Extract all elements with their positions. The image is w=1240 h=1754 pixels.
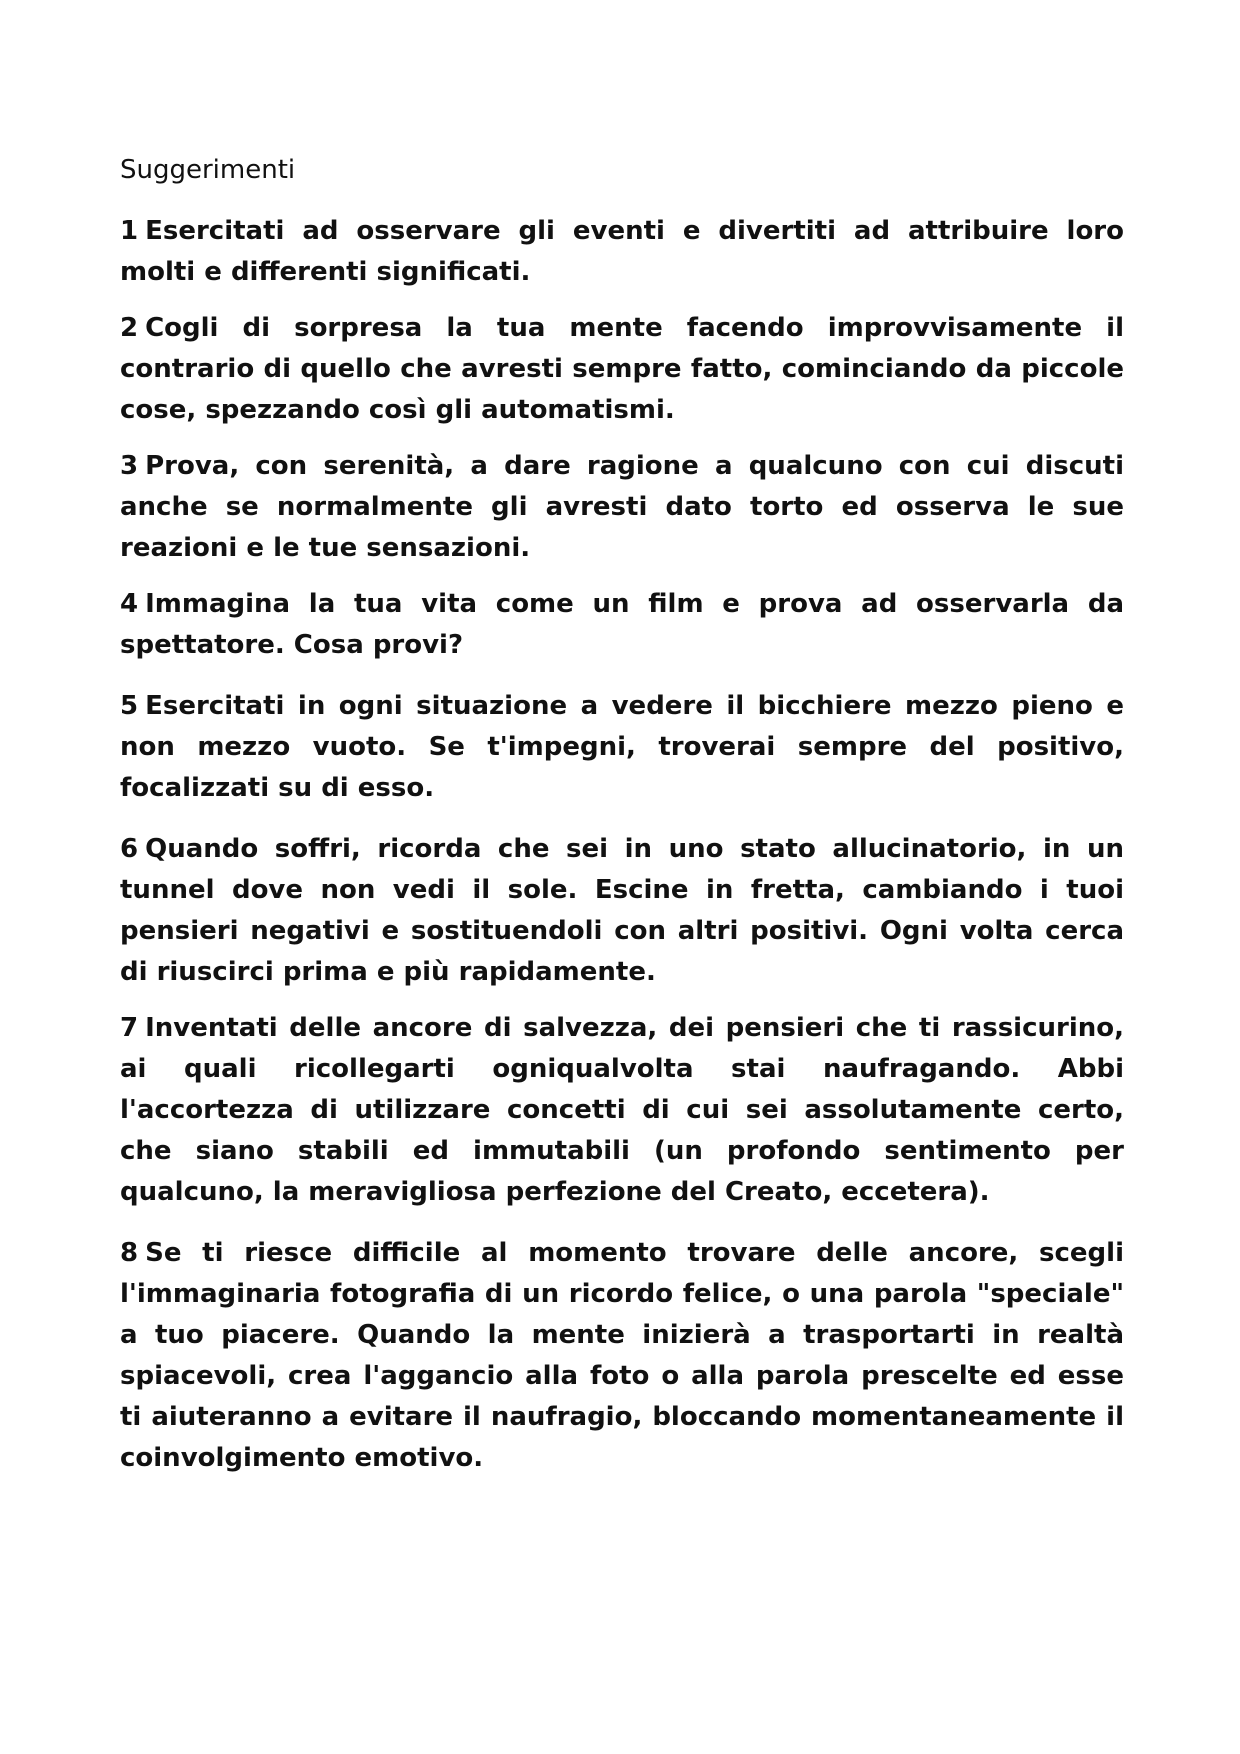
suggestion-item-5 xyxy=(120,686,1124,809)
item-text: Inventati delle ancore di salvezza, dei pensieri che ti rassicurino, ai quali ricollegarti ogniqualvolta stai naufragando. Abbi l'accortezza di utilizzare concetti di cui sei assolutamente certo, che siano stabili ed immutabili (un profondo sentimento per qualcuno, la meravigliosa perfezione del Creato, eccetera). xyxy=(120,1013,1124,1207)
item-number: 2 xyxy=(120,313,139,343)
item-number: 8 xyxy=(120,1238,139,1268)
suggestion-item-7 xyxy=(120,1008,1124,1213)
item-number: 1 xyxy=(120,216,139,246)
item-number: 7 xyxy=(120,1013,139,1043)
document-body xyxy=(120,150,1124,1499)
item-text: Se ti riesce difficile al momento trovare delle ancore, scegli l'immaginaria fotografia di un ricordo felice, o una parola "speciale" a tuo piacere. Quando la mente inizierà a trasportarti in realtà spiacevoli, crea l'aggancio alla foto o alla parola prescelte ed esse ti aiuteranno a evitare il naufragio, bloccando momentaneamente il coinvolgimento emotivo. xyxy=(120,1238,1124,1473)
item-text: Cogli di sorpresa la tua mente facendo improvvisamente il contrario di quello che avresti sempre fatto, cominciando da piccole cose, spezzando così gli automatismi. xyxy=(120,313,1124,425)
suggestion-item-2 xyxy=(120,308,1124,431)
suggestion-item-6 xyxy=(120,829,1124,993)
suggestion-item-8 xyxy=(120,1233,1124,1479)
item-number: 4 xyxy=(120,589,139,619)
suggestion-item-1 xyxy=(120,211,1124,293)
document-title: Suggerimenti xyxy=(120,155,296,185)
suggestion-item-3 xyxy=(120,446,1124,569)
suggestion-item-4 xyxy=(120,584,1124,666)
item-text: Immagina la tua vita come un film e prova ad osservarla da spettatore. Cosa provi? xyxy=(120,589,1124,660)
item-text: Esercitati ad osservare gli eventi e divertiti ad attribuire loro molti e differenti significati. xyxy=(120,216,1124,287)
item-number: 6 xyxy=(120,834,139,864)
item-number: 5 xyxy=(120,691,139,721)
item-text: Prova, con serenità, a dare ragione a qualcuno con cui discuti anche se normalmente gli avresti dato torto ed osserva le sue reazioni e le tue sensazioni. xyxy=(120,451,1124,563)
item-text: Esercitati in ogni situazione a vedere il bicchiere mezzo pieno e non mezzo vuoto. Se t'impegni, troverai sempre del positivo, focalizzati su di esso. xyxy=(120,691,1124,803)
item-text: Quando soffri, ricorda che sei in uno stato allucinatorio, in un tunnel dove non vedi il sole. Escine in fretta, cambiando i tuoi pensieri negativi e sostituendoli con altri positivi. Ogni volta cerca di riuscirci prima e più rapidamente. xyxy=(120,834,1124,987)
item-number: 3 xyxy=(120,451,139,481)
